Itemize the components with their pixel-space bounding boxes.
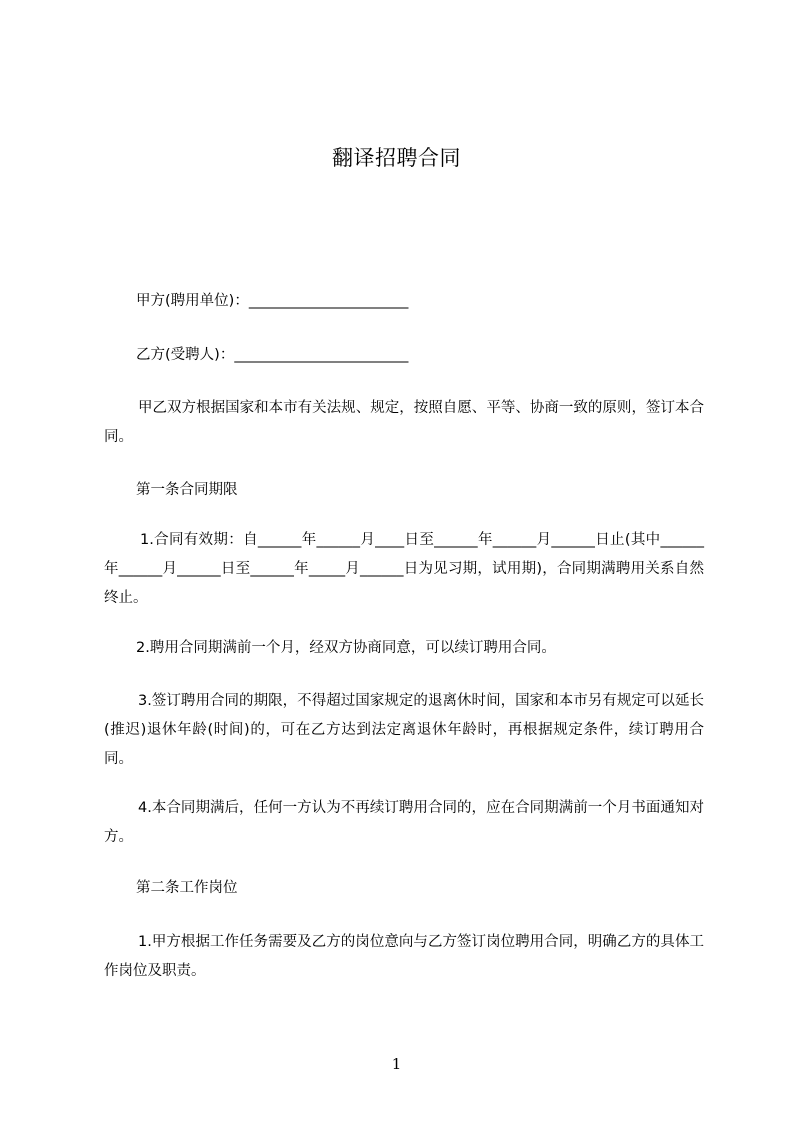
intro-paragraph: 甲乙双方根据国家和本市有关法规、规定，按照自愿、平等、协商一致的原则，签订本合同。 xyxy=(104,400,704,445)
party-b-line: 乙方(受聘人)：________________________ xyxy=(136,347,409,363)
article1-item2: 2.聘用合同期满前一个月，经双方协商同意，可以续订聘用合同。 xyxy=(136,640,556,656)
document-title: 翻译招聘合同 xyxy=(332,146,461,170)
article2-heading: 第二条工作岗位 xyxy=(136,880,238,896)
article1-item3: 3.签订聘用合同的期限，不得超过国家规定的退离休时间，国家和本市另有规定可以延长(推迟)退休年龄(时间)的，可在乙方达到法定离退休年龄时，再根据规定条件，续订聘用合同。 xyxy=(104,693,704,767)
article1-item1: 1.合同有效期：自______年______月____日至______年______月______日止(其中______年______月______日至______年_____月______日为见习期，试用期)，合同期满聘用关系自然终止。 xyxy=(104,532,704,606)
article1-heading: 第一条合同期限 xyxy=(136,482,238,498)
article2-item1: 1.甲方根据工作任务需要及乙方的岗位意向与乙方签订岗位聘用合同，明确乙方的具体工作岗位及职责。 xyxy=(104,934,704,979)
article1-item4: 4.本合同期满后，任何一方认为不再续订聘用合同的，应在合同期满前一个月书面通知对方。 xyxy=(104,800,704,845)
party-a-line: 甲方(聘用单位)：______________________ xyxy=(136,293,409,309)
page-number: 1 xyxy=(391,1055,402,1073)
